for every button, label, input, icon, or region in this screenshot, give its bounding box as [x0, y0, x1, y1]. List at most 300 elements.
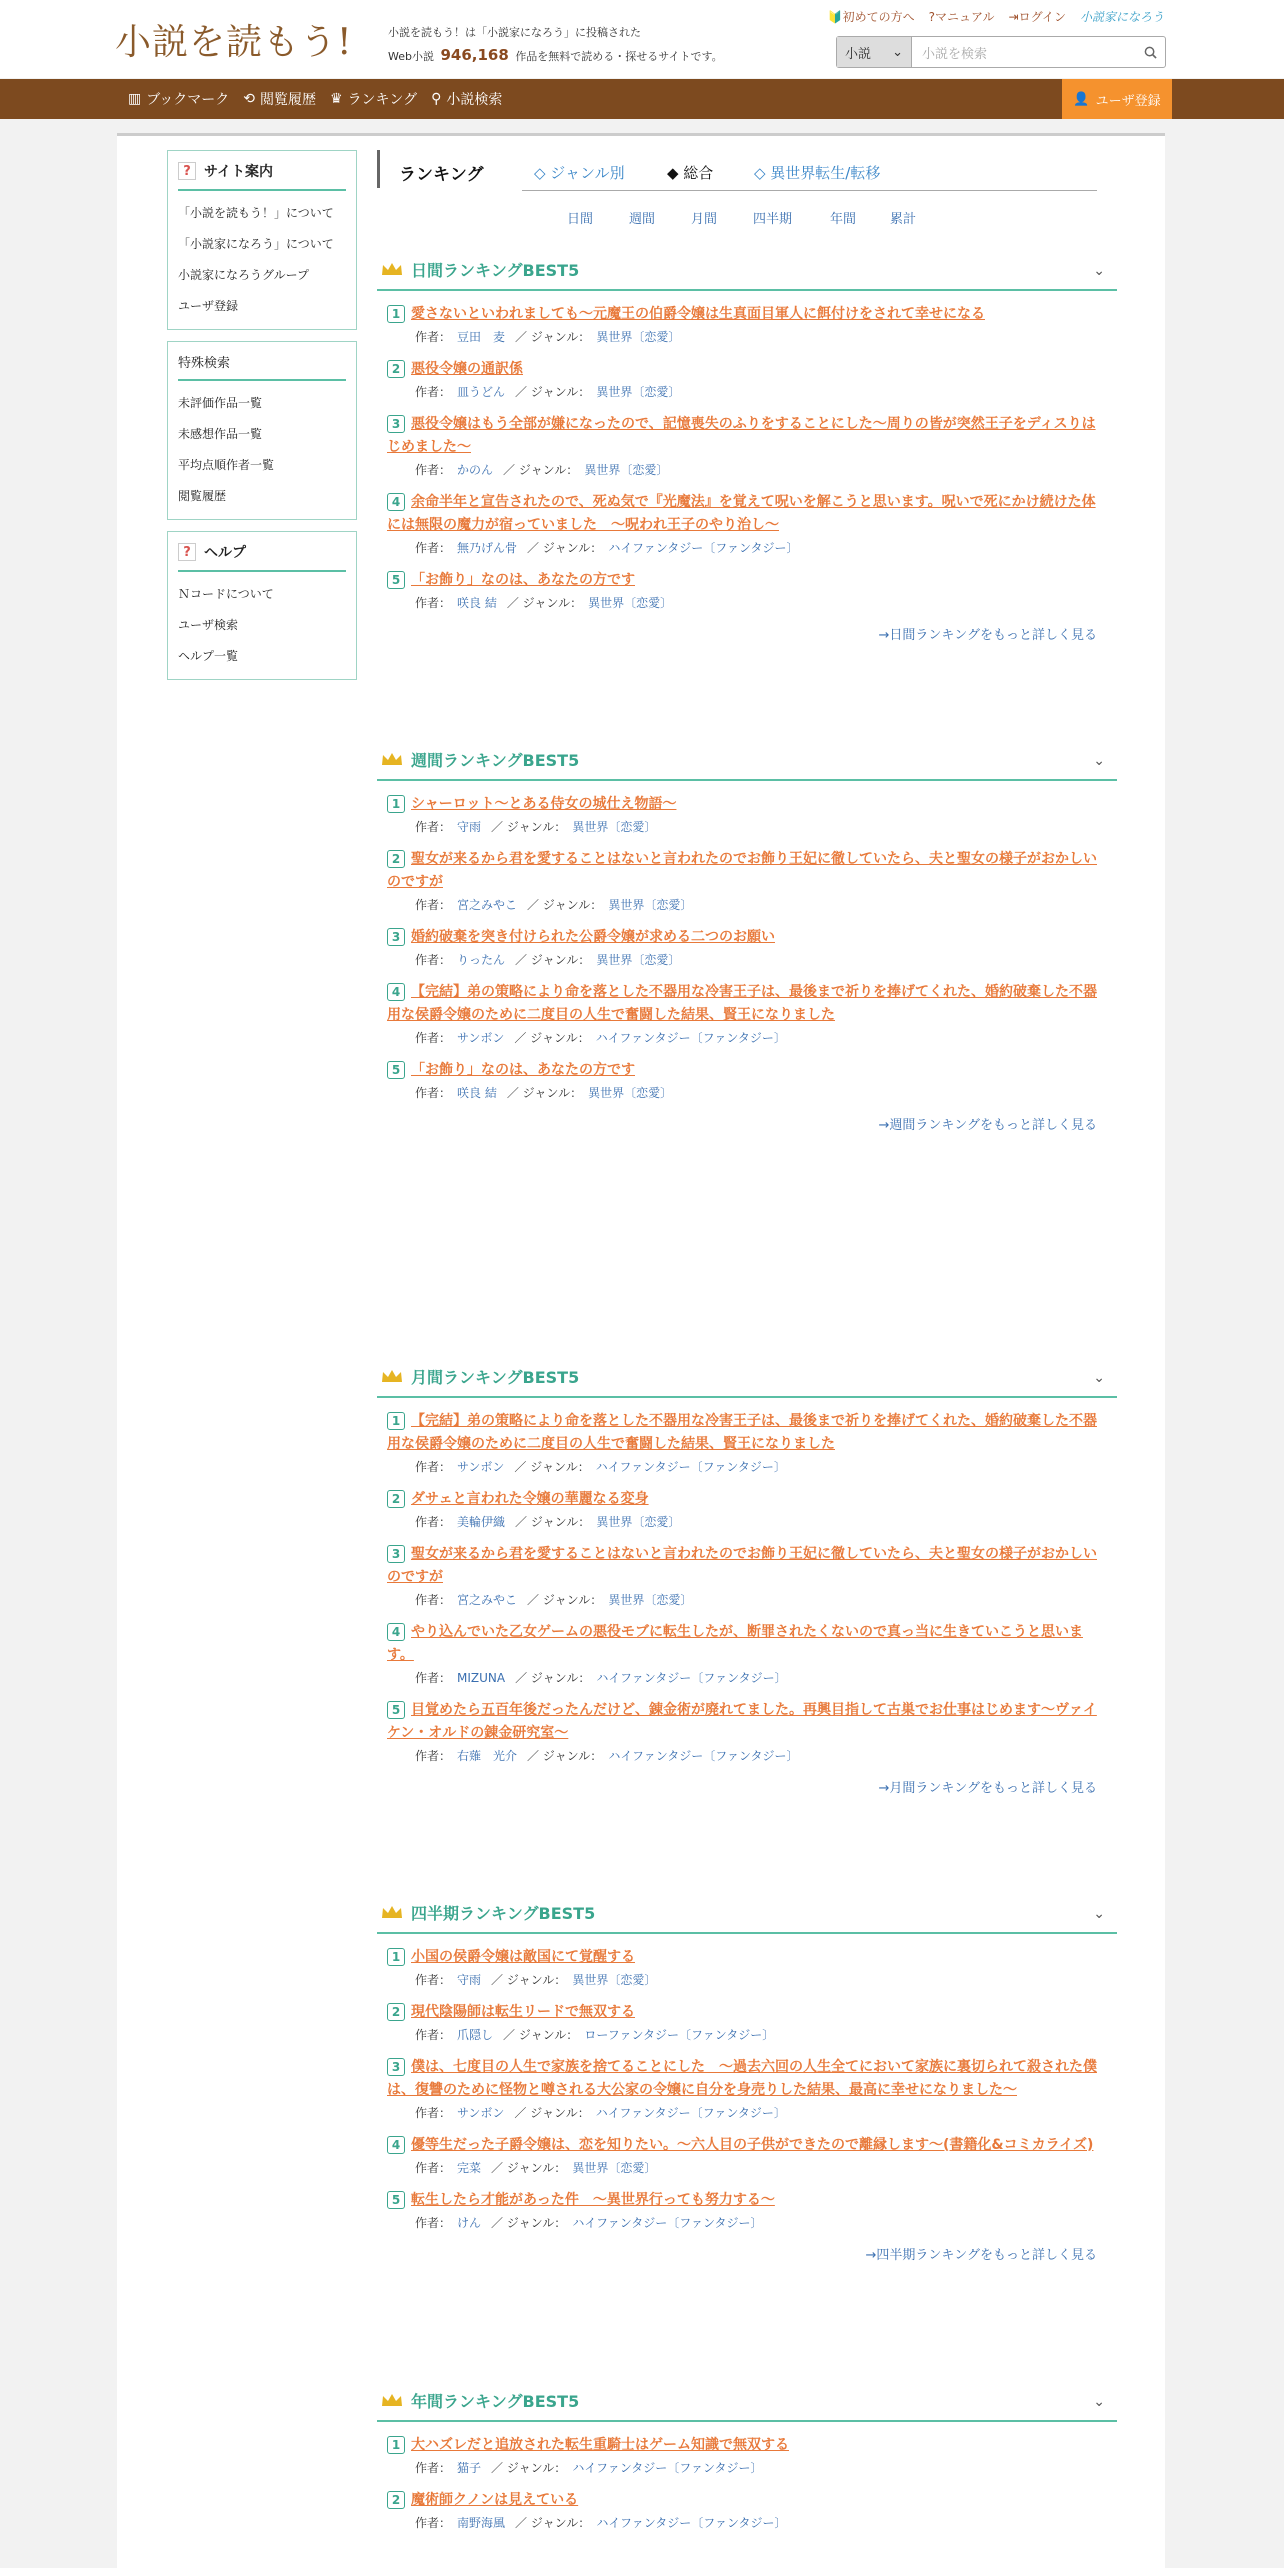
period-total[interactable]: 累計 — [890, 212, 917, 227]
search-icon: ⚲ — [431, 91, 442, 107]
author-link[interactable]: 咲良 結 — [457, 596, 497, 610]
genre-link[interactable]: 異世界〔恋愛〕 — [608, 898, 693, 912]
work-title-link[interactable] — [387, 1488, 1107, 1511]
sidebar-item-about-yomou[interactable]: 「小説を読もう！」について — [178, 206, 334, 220]
main-content — [117, 133, 1165, 2568]
genre-label: ／ ジャンル： — [491, 820, 567, 834]
ranking-list — [377, 303, 1117, 611]
work-title: 小国の侯爵令嬢は敵国にて覚醒する — [411, 1949, 635, 1965]
genre-label: ／ ジャンル： — [503, 463, 579, 477]
work-title-link[interactable] — [387, 491, 1107, 537]
crown-icon — [381, 261, 403, 277]
author-label: 作者： — [415, 1515, 452, 1529]
rank-number: 2 — [387, 2003, 405, 2021]
section-header[interactable] — [377, 1892, 1117, 1934]
genre-label: ／ ジャンル： — [503, 2028, 579, 2042]
genre-link[interactable]: ハイファンタジー〔ファンタジー〕 — [572, 2216, 763, 2230]
genre-label: ／ ジャンル： — [506, 596, 583, 610]
sidebar-item-user-search[interactable]: ユーザ検索 — [178, 618, 239, 632]
work-count — [388, 46, 723, 64]
work-title-link[interactable] — [387, 793, 1107, 816]
genre-link[interactable]: ハイファンタジー〔ファンタジー〕 — [608, 1749, 799, 1763]
author-link[interactable]: 美輪伊織 — [457, 1515, 506, 1529]
period-quarterly[interactable]: 四半期 — [753, 212, 793, 227]
sidebar-site-info — [167, 150, 357, 330]
ranking-section — [377, 249, 1117, 643]
genre-link[interactable]: 異世界〔恋愛〕 — [572, 1973, 657, 1987]
crown-icon — [381, 2392, 403, 2408]
author-label: 作者： — [415, 596, 452, 610]
genre-label: ／ ジャンル： — [527, 898, 603, 912]
author-label: 作者： — [415, 898, 452, 912]
author-label: 作者： — [415, 330, 452, 344]
list-item — [387, 1059, 1107, 1101]
work-title: 悪役令嬢の通訳係 — [411, 361, 523, 377]
count-prefix: Web小説 — [388, 50, 434, 63]
nav-history-label: 閲覧履歴 — [260, 92, 316, 108]
genre-label: ／ ジャンル： — [491, 2461, 567, 2475]
chevron-down-icon[interactable]: ⌄ — [1093, 1906, 1105, 1922]
link-beginners[interactable]: 🔰初めての方へ — [827, 10, 915, 24]
work-title-link[interactable] — [387, 926, 1107, 949]
work-meta — [415, 1513, 1107, 1530]
work-title-link[interactable] — [387, 1946, 1107, 1969]
rank-number: 5 — [387, 1061, 405, 1079]
work-title-link[interactable] — [387, 2001, 1107, 2024]
work-meta — [415, 818, 1107, 835]
ranking-list — [377, 1946, 1117, 2231]
work-meta — [415, 951, 1107, 968]
author-link[interactable]: けん — [457, 2216, 482, 2230]
work-meta — [415, 383, 1107, 400]
genre-label: ／ ジャンル： — [514, 1460, 590, 1474]
list-item — [387, 2134, 1107, 2176]
work-meta — [415, 2459, 1107, 2476]
author-link[interactable]: 守雨 — [457, 1973, 482, 1987]
author-link[interactable]: 守雨 — [457, 820, 482, 834]
sidebar-site-title: サイト案内 — [204, 164, 274, 180]
chevron-down-icon: ⌄ — [892, 44, 903, 60]
more-ranking-link[interactable]: →週間ランキングをもっと詳しく見る — [878, 1118, 1097, 1133]
list-item — [387, 2056, 1107, 2121]
tab-underline — [522, 190, 1097, 191]
sidebar-item-avg-authors[interactable]: 平均点順作者一覧 — [178, 458, 275, 472]
author-link[interactable]: 完菜 — [457, 2161, 482, 2175]
ranking-list — [377, 793, 1117, 1101]
work-title-link[interactable] — [387, 303, 1107, 326]
rank-number: 5 — [387, 1701, 405, 1719]
author-label: 作者： — [415, 2106, 452, 2120]
genre-label: ／ ジャンル： — [515, 330, 591, 344]
link-manual-label: マニュアル — [934, 10, 995, 24]
work-title-link[interactable] — [387, 413, 1107, 459]
sidebar-item-help-list[interactable]: ヘルプ一覧 — [178, 649, 239, 663]
work-title-link[interactable] — [387, 358, 1107, 381]
question-icon: ? — [178, 162, 196, 180]
work-title: ダサェと言われた令嬢の華麗なる変身 — [411, 1491, 649, 1507]
work-title-link[interactable] — [387, 981, 1107, 1027]
list-item — [387, 1621, 1107, 1686]
sidebar-special-title: 特殊検索 — [178, 348, 346, 381]
ranking-heading-bar — [377, 150, 380, 188]
site-logo[interactable]: 小説を読もう! — [115, 22, 353, 63]
section-header[interactable] — [377, 739, 1117, 781]
bookmark-icon: ▥ — [128, 91, 142, 107]
work-title-link[interactable] — [387, 2489, 1107, 2512]
genre-link[interactable]: ハイファンタジー〔ファンタジー〕 — [608, 541, 799, 555]
genre-label: ／ ジャンル： — [515, 1515, 591, 1529]
genre-label: ／ ジャンル： — [515, 2516, 591, 2530]
work-title: 【完結】弟の策略により命を落とした不器用な冷害王子は、最後まで祈りを捧げてくれた、婚約破棄した不器用な侯爵令嬢のために二度目の人生で奮闘した結果、賢王になりました — [387, 984, 1097, 1023]
author-link[interactable]: 豆田 麦 — [457, 330, 506, 344]
period-daily[interactable]: 日間 — [567, 212, 594, 227]
genre-link[interactable]: ハイファンタジー〔ファンタジー〕 — [596, 2516, 787, 2530]
author-label: 作者： — [415, 541, 452, 555]
section-title: 四半期ランキングBEST5 — [411, 1903, 596, 1923]
genre-label: ／ ジャンル： — [515, 953, 591, 967]
list-item — [387, 569, 1107, 611]
section-title: 月間ランキングBEST5 — [411, 1367, 580, 1387]
work-meta — [415, 2514, 1107, 2531]
count-number: 946,168 — [440, 46, 509, 64]
genre-link[interactable]: 異世界〔恋愛〕 — [572, 2161, 657, 2175]
crown-icon — [381, 1368, 403, 1384]
work-meta — [415, 1458, 1107, 1475]
link-login[interactable]: ⇥ログイン — [1008, 10, 1066, 24]
sidebar-item-register[interactable]: ユーザ登録 — [178, 299, 239, 313]
author-link[interactable]: 宮之みやこ — [457, 898, 518, 912]
ranking-section — [377, 2380, 1117, 2544]
list-item — [387, 1946, 1107, 1988]
search-icon — [1144, 46, 1157, 59]
count-suffix: 作品を無料で読める・探せるサイトです。 — [515, 50, 723, 63]
author-label: 作者： — [415, 1031, 452, 1045]
rank-number: 1 — [387, 1412, 405, 1430]
author-link[interactable]: 宮之みやこ — [457, 1593, 518, 1607]
link-manual[interactable]: ?マニュアル — [928, 10, 995, 24]
work-title: 僕は、七度目の人生で家族を捨てることにした ～過去六回の人生全てにおいて家族に裏切られて殺された僕は、復讐のために怪物と噂される大公家の令嬢に自分を身売りした結果、最高に幸せになりました～ — [387, 2059, 1097, 2098]
register-label: ユーザ登録 — [1095, 93, 1161, 109]
chevron-down-icon[interactable]: ⌄ — [1093, 1370, 1105, 1386]
work-title-link[interactable] — [387, 569, 1107, 592]
work-meta — [415, 461, 1107, 478]
list-item — [387, 2489, 1107, 2531]
list-item — [387, 303, 1107, 345]
list-item — [387, 2189, 1107, 2231]
work-meta — [415, 1084, 1107, 1101]
tab-overall[interactable]: ◆ 総合 — [667, 164, 714, 182]
sidebar-help-heading — [178, 538, 346, 572]
link-naro[interactable]: 小説家になろう — [1079, 10, 1164, 24]
sidebar-item-unrated[interactable]: 未評価作品一覧 — [178, 396, 263, 410]
genre-link[interactable]: 異世界〔恋愛〕 — [608, 1593, 693, 1607]
author-label: 作者： — [415, 463, 452, 477]
genre-link[interactable]: ハイファンタジー〔ファンタジー〕 — [596, 1671, 787, 1685]
site-tagline: 小説を読もう！は「小説家になろう」に投稿された — [388, 26, 641, 39]
rank-number: 1 — [387, 2436, 405, 2454]
search-type-select[interactable] — [837, 37, 912, 67]
top-links — [828, 8, 1164, 25]
rank-number: 3 — [387, 415, 405, 433]
rank-number: 3 — [387, 928, 405, 946]
work-title-link[interactable] — [387, 1410, 1107, 1456]
author-label: 作者： — [415, 1086, 452, 1100]
nav-bookmark[interactable] — [128, 89, 229, 109]
work-meta — [415, 2214, 1107, 2231]
genre-link[interactable]: ハイファンタジー〔ファンタジー〕 — [595, 1031, 786, 1045]
period-tabs — [567, 208, 930, 227]
work-title: シャーロット〜とある侍女の城仕え物語〜 — [411, 796, 677, 812]
sidebar-item-about-naro[interactable]: 「小説家になろう」について — [178, 237, 334, 251]
list-item — [387, 358, 1107, 400]
more-ranking-link[interactable]: →日間ランキングをもっと詳しく見る — [878, 628, 1097, 643]
period-monthly[interactable]: 月間 — [691, 212, 718, 227]
work-title-link[interactable] — [387, 2134, 1107, 2157]
sidebar-help-title: ヘルプ — [204, 545, 246, 561]
site-header — [0, 0, 1284, 78]
ranking-section — [377, 1892, 1117, 2263]
ranking-list — [377, 2434, 1117, 2531]
work-meta — [415, 2026, 1107, 2043]
author-label: 作者： — [415, 2461, 452, 2475]
work-title: 大ハズレだと追放された転生重騎士はゲーム知識で無双する — [411, 2437, 789, 2453]
chevron-down-icon[interactable]: ⌄ — [1093, 753, 1105, 769]
section-header[interactable] — [377, 1356, 1117, 1398]
genre-link[interactable]: 異世界〔恋愛〕 — [596, 953, 681, 967]
genre-label: ／ ジャンル： — [514, 1031, 590, 1045]
author-label: 作者： — [415, 1749, 452, 1763]
genre-label: ／ ジャンル： — [515, 385, 591, 399]
chevron-down-icon[interactable]: ⌄ — [1093, 2394, 1105, 2410]
author-link[interactable]: 咲良 結 — [457, 1086, 497, 1100]
question-icon: ? — [178, 543, 196, 561]
author-label: 作者： — [415, 2216, 452, 2230]
author-link[interactable]: 皿うどん — [457, 385, 506, 399]
work-title: 転生したら才能があった件 ～異世界行っても努力する～ — [411, 2192, 775, 2208]
crown-icon — [381, 751, 403, 767]
chevron-down-icon[interactable]: ⌄ — [1093, 263, 1105, 279]
work-title-link[interactable] — [387, 1059, 1107, 1082]
rank-number: 1 — [387, 795, 405, 813]
work-meta — [415, 1971, 1107, 1988]
list-item — [387, 981, 1107, 1046]
author-label: 作者： — [415, 1460, 452, 1474]
work-meta — [415, 896, 1107, 913]
nav-bookmark-label: ブックマーク — [146, 92, 230, 108]
section-title: 年間ランキングBEST5 — [411, 2391, 580, 2411]
nav-search[interactable] — [431, 89, 502, 109]
genre-label: ／ ジャンル： — [491, 2216, 567, 2230]
work-title: 婚約破棄を突き付けられた公爵令嬢が求める二つのお願い — [411, 929, 775, 945]
main-nav — [0, 79, 1284, 119]
nav-search-label: 小説検索 — [446, 92, 503, 108]
author-link[interactable]: サンボン — [457, 1031, 505, 1045]
list-item — [387, 1410, 1107, 1475]
work-title: 聖女が来るから君を愛することはないと言われたのでお飾り王妃に徹していたら、夫と聖女の様子がおかしいのですが — [387, 851, 1097, 890]
work-title: やり込んでいた乙女ゲームの悪役モブに転生したが、断罪されたくないので真っ当に生きていこうと思います。 — [387, 1624, 1083, 1663]
tab-genre[interactable]: ◇ ジャンル別 — [534, 164, 625, 182]
rank-number: 2 — [387, 2491, 405, 2509]
search-bar — [836, 36, 1166, 68]
genre-label: ／ ジャンル： — [515, 1671, 591, 1685]
work-meta — [415, 1669, 1107, 1686]
rank-number: 4 — [387, 2136, 405, 2154]
work-meta — [415, 1029, 1107, 1046]
author-link[interactable]: かのん — [457, 463, 494, 477]
period-yearly[interactable]: 年間 — [830, 212, 857, 227]
genre-link[interactable]: 異世界〔恋愛〕 — [588, 596, 673, 610]
sidebar-item-group[interactable]: 小説家になろうグループ — [178, 268, 310, 282]
crown-icon — [381, 1904, 403, 1920]
work-title-link[interactable] — [387, 1543, 1107, 1589]
genre-link[interactable]: 異世界〔恋愛〕 — [588, 1086, 673, 1100]
user-icon: 👤 — [1073, 91, 1090, 107]
work-title: 魔術師クノンは見えている — [411, 2492, 579, 2508]
work-title-link[interactable] — [387, 848, 1107, 894]
author-link[interactable]: 猫子 — [457, 2461, 482, 2475]
sidebar-help — [167, 531, 357, 680]
nav-history[interactable] — [243, 89, 316, 109]
list-item — [387, 926, 1107, 968]
author-label: 作者： — [415, 1973, 452, 1987]
ranking-header — [377, 150, 1112, 190]
ranking-section — [377, 1356, 1117, 1796]
list-item — [387, 2001, 1107, 2043]
genre-link[interactable]: ハイファンタジー〔ファンタジー〕 — [572, 2461, 763, 2475]
rank-number: 5 — [387, 2191, 405, 2209]
work-title: 余命半年と宣告されたので、死ぬ気で『光魔法』を覚えて呪いを解こうと思います。呪いで死にかけ続けた体には無限の魔力が宿っていました ～呪われ王子のやり治し～ — [387, 494, 1096, 533]
work-title-link[interactable] — [387, 2056, 1107, 2102]
work-title: 目覚めたら五百年後だったんだけど、錬金術が廃れてました。再興目指して古巣でお仕事はじめます～ヴァイケン・オルドの錬金研究室～ — [387, 1702, 1097, 1741]
work-title-link[interactable] — [387, 2434, 1107, 2457]
sidebar-special-search — [167, 341, 357, 520]
rank-number: 4 — [387, 983, 405, 1001]
work-title-link[interactable] — [387, 1621, 1107, 1667]
period-weekly[interactable]: 週間 — [629, 212, 656, 227]
genre-link[interactable]: 異世界〔恋愛〕 — [596, 1515, 681, 1529]
genre-link[interactable]: 異世界〔恋愛〕 — [584, 463, 669, 477]
rank-number: 4 — [387, 1623, 405, 1641]
genre-link[interactable]: 異世界〔恋愛〕 — [596, 385, 681, 399]
author-label: 作者： — [415, 820, 452, 834]
rank-number: 1 — [387, 1948, 405, 1966]
author-link[interactable]: サンボン — [457, 2106, 505, 2120]
section-title: 週間ランキングBEST5 — [411, 750, 580, 770]
author-link[interactable]: 無乃げん骨 — [457, 541, 518, 555]
sidebar-item-ncode[interactable]: Ｎコードについて — [178, 587, 274, 601]
author-label: 作者： — [415, 2161, 452, 2175]
nav-ranking-label: ランキング — [347, 92, 418, 108]
genre-link[interactable]: 異世界〔恋愛〕 — [572, 820, 657, 834]
ranking-list — [377, 1410, 1117, 1764]
list-item — [387, 1488, 1107, 1530]
author-link[interactable]: MIZUNA — [457, 1671, 506, 1685]
register-button[interactable] — [1062, 79, 1172, 119]
work-meta — [415, 2159, 1107, 2176]
genre-link[interactable]: ローファンタジー〔ファンタジー〕 — [584, 2028, 775, 2042]
nav-ranking[interactable] — [330, 89, 417, 109]
work-meta — [415, 328, 1107, 345]
list-item — [387, 491, 1107, 556]
ranking-section — [377, 739, 1117, 1133]
genre-label: ／ ジャンル： — [514, 2106, 590, 2120]
author-link[interactable]: りったん — [457, 953, 506, 967]
author-label: 作者： — [415, 953, 452, 967]
work-title: 「お飾り」なのは、あなたの方です — [411, 572, 635, 588]
work-title-link[interactable] — [387, 1699, 1107, 1745]
rank-number: 5 — [387, 571, 405, 589]
author-label: 作者： — [415, 385, 452, 399]
more-ranking-link[interactable]: →四半期ランキングをもっと詳しく見る — [865, 2248, 1097, 2263]
work-title-link[interactable] — [387, 2189, 1107, 2212]
rank-number: 2 — [387, 850, 405, 868]
history-icon: ⟲ — [243, 91, 255, 107]
crown-icon: ♛ — [330, 91, 343, 107]
genre-link[interactable]: ハイファンタジー〔ファンタジー〕 — [595, 1460, 786, 1474]
rank-number: 3 — [387, 1545, 405, 1563]
rank-number: 1 — [387, 305, 405, 323]
list-item — [387, 1543, 1107, 1608]
work-meta — [415, 539, 1107, 556]
list-item — [387, 1699, 1107, 1764]
list-item — [387, 793, 1107, 835]
author-link[interactable]: 右薙 光介 — [457, 1749, 518, 1763]
search-button[interactable] — [1135, 37, 1165, 67]
search-type-value: 小説 — [845, 46, 872, 62]
sidebar-site-heading — [178, 157, 346, 191]
genre-label: ／ ジャンル： — [491, 2161, 567, 2175]
section-header[interactable] — [377, 2380, 1117, 2422]
genre-label: ／ ジャンル： — [506, 1086, 583, 1100]
sidebar-item-no-review[interactable]: 未感想作品一覧 — [178, 427, 263, 441]
rank-number: 3 — [387, 2058, 405, 2076]
section-title: 日間ランキングBEST5 — [411, 260, 580, 280]
rank-number: 2 — [387, 1490, 405, 1508]
work-meta — [415, 594, 1107, 611]
sidebar-item-history[interactable]: 閲覧履歴 — [178, 489, 227, 503]
work-title: 聖女が来るから君を愛することはないと言われたのでお飾り王妃に徹していたら、夫と聖女の様子がおかしいのですが — [387, 1546, 1097, 1585]
search-input[interactable]: 小説を検索 — [922, 46, 988, 62]
genre-label: ／ ジャンル： — [491, 1973, 567, 1987]
author-link[interactable]: 南野海風 — [457, 2516, 506, 2530]
genre-link[interactable]: ハイファンタジー〔ファンタジー〕 — [595, 2106, 786, 2120]
genre-link[interactable]: 異世界〔恋愛〕 — [596, 330, 681, 344]
ranking-title: ランキング — [399, 165, 484, 185]
author-link[interactable]: 爪隠し — [457, 2028, 494, 2042]
rank-number: 2 — [387, 360, 405, 378]
work-title: 愛さないといわれましても～元魔王の伯爵令嬢は生真面目軍人に餌付けをされて幸せになる — [411, 306, 985, 322]
list-item — [387, 2434, 1107, 2476]
work-title: 悪役令嬢はもう全部が嫌になったので、記憶喪失のふりをすることにした～周りの皆が突然王子をディスりはじめました～ — [387, 416, 1096, 455]
list-item — [387, 413, 1107, 478]
more-ranking-link[interactable]: →月間ランキングをもっと詳しく見る — [878, 1781, 1097, 1796]
genre-label: ／ ジャンル： — [527, 1593, 603, 1607]
work-title: 【完結】弟の策略により命を落とした不器用な冷害王子は、最後まで祈りを捧げてくれた、婚約破棄した不器用な侯爵令嬢のために二度目の人生で奮闘した結果、賢王になりました — [387, 1413, 1097, 1452]
author-label: 作者： — [415, 2516, 452, 2530]
link-login-label: ログイン — [1018, 10, 1066, 24]
work-meta — [415, 1591, 1107, 1608]
work-meta — [415, 2104, 1107, 2121]
work-title: 「お飾り」なのは、あなたの方です — [411, 1062, 635, 1078]
author-label: 作者： — [415, 2028, 452, 2042]
genre-label: ／ ジャンル： — [527, 1749, 603, 1763]
rank-number: 4 — [387, 493, 405, 511]
section-header[interactable] — [377, 249, 1117, 291]
tab-isekai[interactable]: ◇ 異世界転生/転移 — [754, 164, 881, 182]
work-meta — [415, 1747, 1107, 1764]
author-link[interactable]: サンボン — [457, 1460, 505, 1474]
work-title: 優等生だった子爵令嬢は、恋を知りたい。～六人目の子供ができたので離縁します～(書籍化&コミカライズ) — [411, 2137, 1094, 2153]
